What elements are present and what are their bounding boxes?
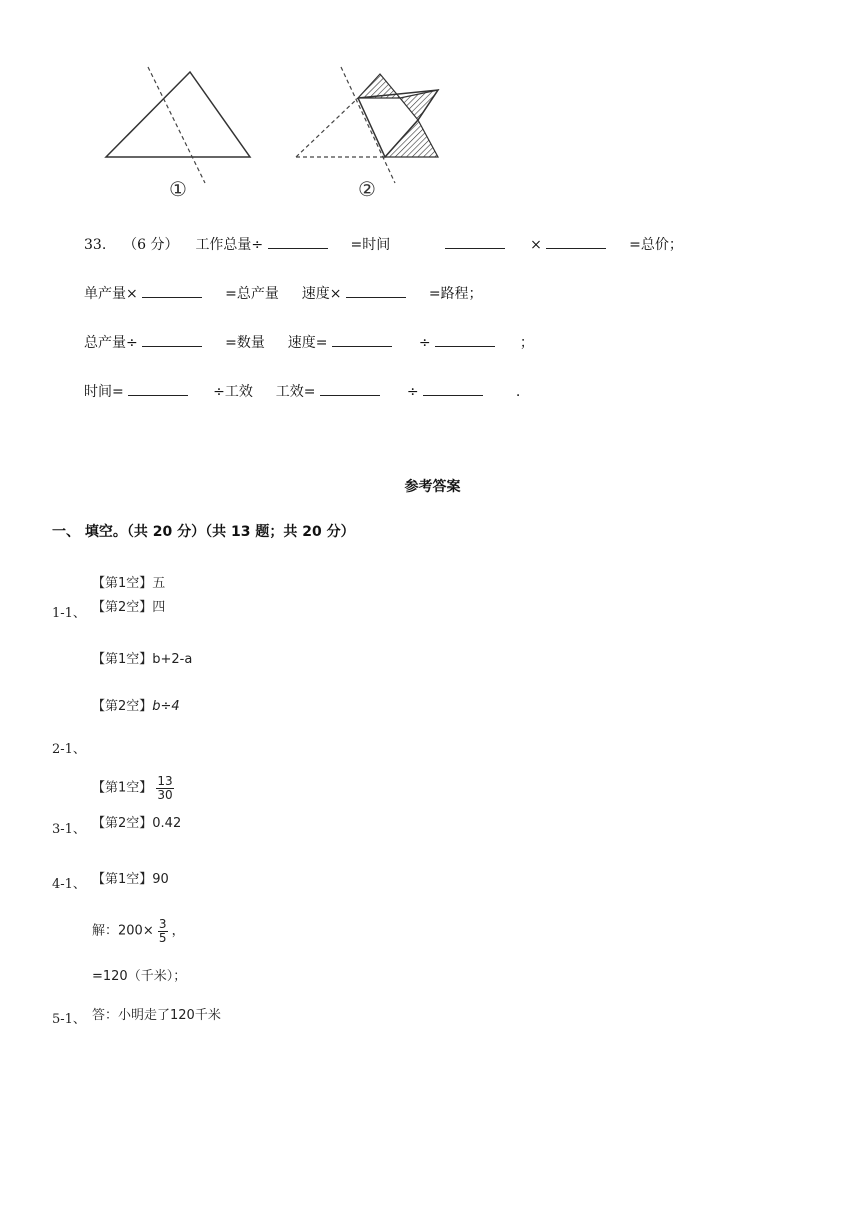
text-div: ÷ — [418, 335, 431, 351]
question-33-line-2 — [84, 285, 483, 301]
blank-9[interactable] — [128, 383, 188, 396]
answers-title: 参考答案 — [404, 479, 461, 495]
blank-4[interactable] — [142, 285, 202, 298]
answer-2-blank-1: 【第1空】b+2-a — [92, 652, 193, 667]
section-heading: 一、 填空。（共 20 分）（共 13 题；共 20 分） — [52, 524, 355, 540]
text-total-output: =总产量 — [225, 286, 279, 302]
triangle-diagrams — [90, 60, 460, 210]
answer-3-blank-1 — [92, 775, 174, 801]
triangle-two — [296, 67, 438, 183]
text-speed-times: 速度× — [301, 286, 342, 302]
text-times: × — [530, 237, 542, 253]
text-div-efficiency: ÷工效 — [213, 384, 253, 400]
text-unit-output: 单产量× — [84, 286, 138, 302]
fraction-numerator: 13 — [157, 774, 173, 788]
answer-5-expression: 解：200× — [92, 923, 154, 939]
blank-11[interactable] — [423, 383, 483, 396]
answer-2-blank-2 — [92, 695, 180, 714]
answer-4-id: 4-1、 — [52, 877, 86, 892]
figure-label-1: ① — [169, 177, 187, 201]
question-33-line-1 — [84, 236, 683, 252]
blank-3[interactable] — [546, 236, 606, 249]
answer-3-blank-2: 【第2空】0.42 — [92, 816, 182, 831]
text-total-output-div: 总产量÷ — [84, 335, 138, 351]
text-semicolon: ； — [519, 335, 534, 351]
answer-2-id: 2-1、 — [52, 742, 86, 757]
answer-3-blank-1-label: 【第1空】 — [92, 780, 153, 796]
answer-1-blank-1: 【第1空】五 — [92, 576, 166, 591]
question-number: 33. — [84, 237, 107, 253]
text-time: =时间 — [350, 237, 391, 253]
blank-10[interactable] — [320, 383, 380, 396]
text-work-total: 工作总量÷ — [195, 237, 264, 253]
answer-5-id: 5-1、 — [52, 1012, 86, 1027]
text-period: . — [515, 384, 521, 400]
answer-4-blank-1: 【第1空】90 — [92, 872, 169, 887]
answer-5-line-1 — [92, 918, 185, 944]
text-time-eq: 时间= — [84, 384, 124, 400]
answer-1-blank-2: 【第2空】四 — [92, 600, 166, 615]
blank-8[interactable] — [435, 334, 495, 347]
answer-5-comma: ， — [171, 923, 185, 939]
text-efficiency-eq: 工效= — [275, 384, 316, 400]
answer-3-id: 3-1、 — [52, 822, 86, 837]
answer-5-line-2: =120（千米）； — [92, 969, 187, 984]
text-total-price: =总价； — [629, 237, 683, 253]
text-div-2: ÷ — [406, 384, 419, 400]
blank-7[interactable] — [332, 334, 392, 347]
fraction-13-30 — [156, 775, 173, 801]
text-quantity: =数量 — [225, 335, 265, 351]
answer-1-id: 1-1、 — [52, 606, 86, 621]
blank-5[interactable] — [346, 285, 406, 298]
fraction-denominator: 30 — [157, 787, 173, 802]
question-points: （6 分） — [123, 237, 179, 253]
blank-6[interactable] — [142, 334, 202, 347]
answer-2-blank-2-value: b÷4 — [152, 699, 180, 714]
answer-2-blank-2-label: 【第2空】 — [92, 699, 153, 714]
figure-label-2: ② — [358, 177, 376, 201]
triangle-one — [106, 67, 250, 183]
question-33-line-3 — [84, 334, 534, 350]
geometry-figure — [90, 60, 460, 210]
fraction-denominator: 5 — [158, 930, 167, 945]
blank-2[interactable] — [445, 236, 505, 249]
fraction-numerator: 3 — [158, 917, 167, 931]
blank-1[interactable] — [268, 236, 328, 249]
text-distance: =路程； — [428, 286, 483, 302]
answer-5-line-3: 答：小明走了120千米 — [92, 1008, 221, 1023]
question-33-line-4 — [84, 383, 520, 399]
fraction-3-5 — [158, 918, 168, 944]
text-speed-eq: 速度= — [287, 335, 328, 351]
